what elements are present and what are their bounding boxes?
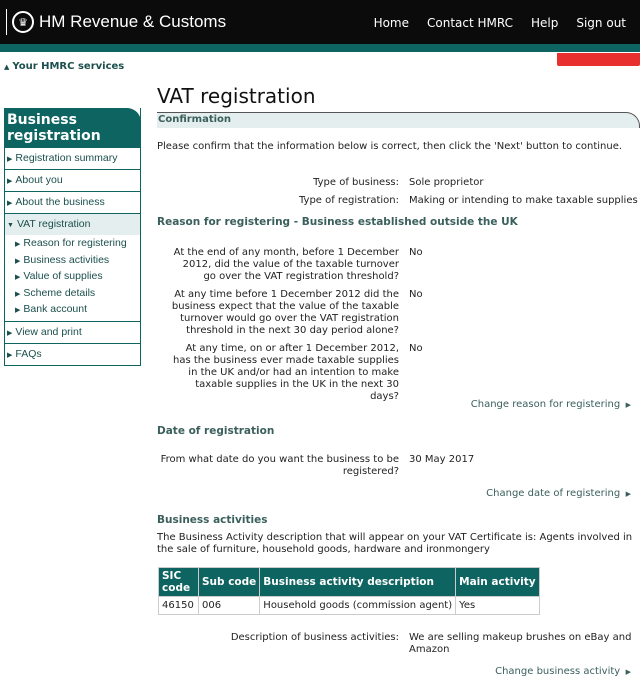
sidebar [4,108,141,366]
row-value: Sole proprietor [409,177,484,188]
row-label: Description of business activities: [230,632,399,643]
crown-icon: ♛ [12,11,34,33]
nav-help[interactable]: Help [531,16,559,30]
top-header [0,0,640,44]
col-sub: Sub code [199,568,260,597]
sidebar-item-label: FAQs [15,347,42,360]
table-header-row [159,568,540,597]
row-label: From what date do you want the business to be registered? [160,454,399,477]
triangle-right-icon: ▶ [15,257,21,265]
activities-heading: Business activities [157,514,268,526]
triangle-right-icon: ▶ [623,668,631,676]
sidebar-item-label: About the business [15,196,105,208]
change-reason-link[interactable] [471,399,634,410]
sidebar-title: Business registration [4,108,141,147]
sidebar-sub-label: Reason for registering [23,237,127,249]
nav-sign-out[interactable]: Sign out [576,16,626,30]
row-label: Type of registration: [298,195,399,206]
triangle-right-icon: ▶ [623,401,631,409]
row-value: We are selling makeup brushes on eBay and Amazon [409,632,632,655]
triangle-right-icon: ▶ [7,178,13,185]
table-row [159,597,540,615]
reason-heading: Reason for registering - Business established outside the UK [157,216,518,228]
triangle-right-icon: ▶ [15,307,21,314]
nav-contact[interactable]: Contact HMRC [427,16,513,30]
sidebar-item-faqs[interactable] [5,343,140,365]
triangle-right-icon: ▶ [7,200,13,207]
triangle-right-icon: ▶ [15,241,21,248]
sidebar-item-label: Registration summary [15,152,118,164]
sidebar-item-about-you[interactable] [5,169,140,191]
row-label: At the end of any month, before 1 December 2012, did the value of the taxable turnover go over the VAT registration threshold? [173,247,399,282]
sidebar-item-registration-summary[interactable] [5,147,140,169]
header-band [0,44,640,52]
brand-name: HM Revenue & Customs [39,12,227,31]
sidebar-sub-scheme[interactable] [15,287,140,304]
triangle-right-icon: ▶ [623,490,631,498]
sidebar-sub-activities[interactable] [15,254,140,271]
row-value: No [409,289,423,300]
col-sic: SIC code [159,568,199,597]
sidebar-item-label: View and print [15,325,82,338]
main-content [157,84,640,677]
row-value: 30 May 2017 [409,454,475,465]
cell-sub: 006 [199,597,260,615]
triangle-right-icon: ▶ [7,329,13,337]
top-nav [374,16,626,30]
sidebar-item-label: VAT registration [16,218,91,230]
cell-desc: Household goods (commission agent) [260,597,456,615]
triangle-right-icon: ▶ [15,290,21,298]
triangle-right-icon: ▶ [15,274,21,281]
intro-text: Please confirm that the information below is correct, then click the 'Next' button to continue. [157,141,623,152]
triangle-right-icon: ▶ [7,351,13,359]
hmrc-logo[interactable] [6,9,226,35]
link-label: Change date of registering [486,488,621,499]
nav-home[interactable]: Home [373,16,409,30]
sidebar-sub-label: Business activities [23,253,110,266]
page-title: VAT registration [157,84,316,108]
row-value: Making or intending to make taxable supplies [409,195,638,206]
activities-table [158,567,540,615]
sidebar-sub-label: Scheme details [23,286,96,299]
sidebar-item-view-print[interactable] [5,321,140,343]
col-desc: Business activity description [260,568,456,597]
triangle-down-icon: ▼ [7,222,14,229]
sidebar-subnav [5,235,140,321]
triangle-right-icon: ▶ [7,156,13,163]
link-label: Change business activity [495,666,621,677]
row-label: Type of business: [313,177,399,188]
change-date-link[interactable] [486,488,634,499]
sidebar-item-vat-registration[interactable] [5,213,140,235]
sidebar-item-label: About you [15,174,63,186]
sidebar-sub-label: Bank account [23,303,88,315]
date-heading: Date of registration [157,425,275,437]
change-activity-link[interactable] [495,666,634,677]
cell-sic: 46150 [159,597,199,615]
row-label: At any time before 1 December 2012 did the business expect that the value of the taxable turnover would go over the VAT registration threshold in the next 30 day period alone? [171,289,399,336]
row-value: No [409,247,423,258]
sidebar-item-about-business[interactable] [5,191,140,213]
link-label: Change reason for registering [470,399,621,410]
row-value: No [409,343,423,354]
activities-intro: The Business Activity description that will appear on your VAT Certificate is: Agents involved in the sale of furniture, household goods, hardware and ironmongery [157,532,633,555]
services-label: Your HMRC services [12,61,125,72]
sidebar-sub-value[interactable] [15,270,140,287]
section-bar: Confirmation [157,112,640,128]
sidebar-sub-label: Value of supplies [23,270,103,282]
sidebar-sub-bank[interactable] [15,303,140,320]
red-banner [557,53,640,66]
row-label: At any time, on or after 1 December 2012, has the business ever made taxable supplies in the UK and/or had an intention to make taxable supplies in the UK in the next 30 days? [173,343,399,402]
col-main: Main activity [456,568,540,597]
cell-main: Yes [456,597,540,615]
triangle-up-icon: ▲ [4,63,10,71]
your-services-link[interactable] [4,61,124,72]
sidebar-sub-reason[interactable] [15,237,140,254]
